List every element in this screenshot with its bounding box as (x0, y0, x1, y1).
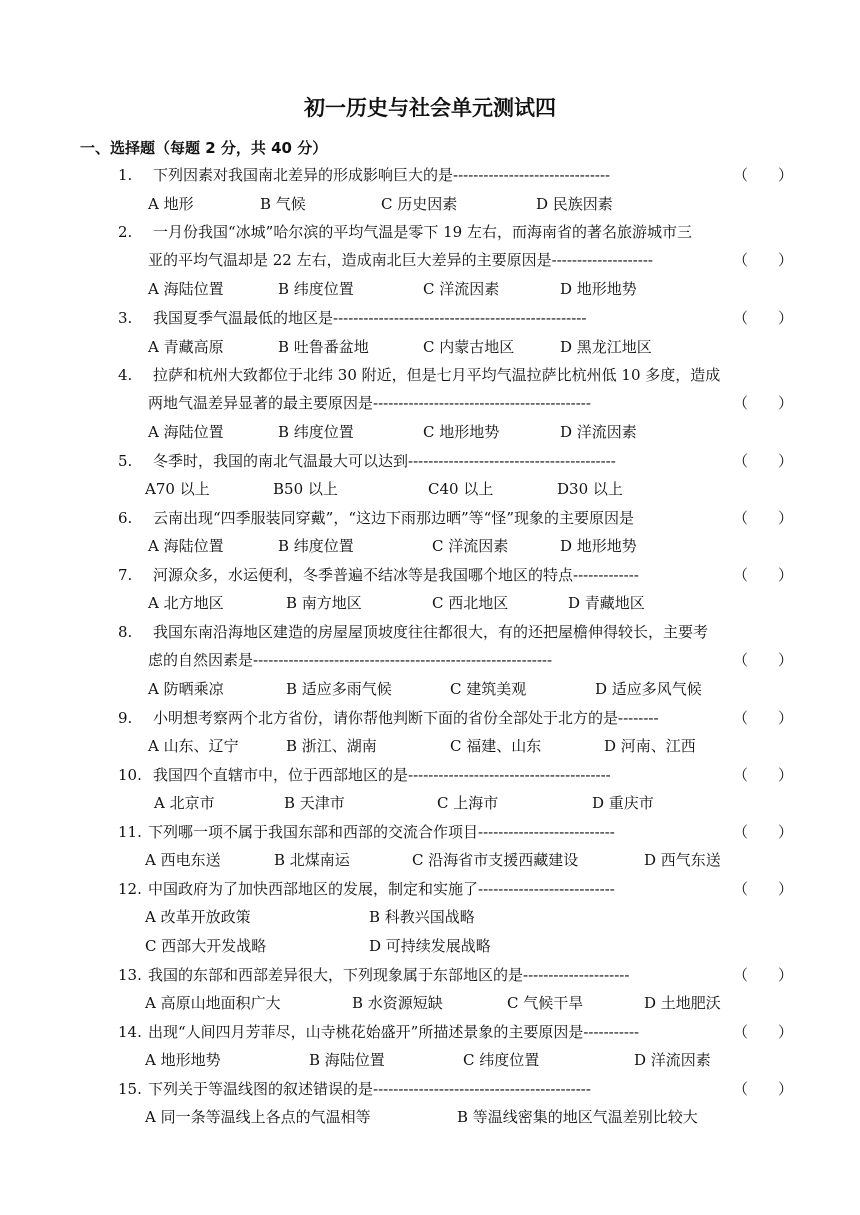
question-text-cont: 两地气温差异显著的最主要原因是------------------------------------------- (148, 394, 591, 412)
question-number: 11. (118, 823, 142, 841)
option-c: C 内蒙古地区 (423, 338, 515, 356)
option-a: A 青藏高原 (148, 338, 224, 356)
answer-blank[interactable]: （ ） (733, 651, 794, 669)
option-b: B 北煤南运 (274, 851, 350, 869)
question-text: 拉萨和杭州大致都位于北纬 30 附近，但是七月平均气温拉萨比杭州低 10 多度，造成 (153, 366, 721, 384)
answer-blank[interactable]: （ ） (733, 880, 794, 898)
answer-blank[interactable]: （ ） (733, 309, 794, 327)
option-c: C 西部大开发战略 (145, 937, 267, 955)
question-text: 下列因素对我国南北差异的形成影响巨大的是------------------------------- (153, 166, 611, 184)
question-text: 我国夏季气温最低的地区是-------------------------------------------------- (153, 309, 587, 327)
question-number: 6. (118, 509, 133, 527)
option-a: A 改革开放政策 (145, 908, 251, 926)
question-text: 河源众多，水运便利，冬季普遍不结冰等是我国哪个地区的特点------------- (153, 566, 639, 584)
option-b: B 海陆位置 (309, 1051, 385, 1069)
option-b: B 适应多雨气候 (286, 680, 392, 698)
option-d: D30 以上 (557, 480, 623, 498)
option-c: C 历史因素 (381, 195, 458, 213)
option-a: A 西电东送 (145, 851, 221, 869)
section-heading: 一、选择题（每题 2 分，共 40 分） (80, 139, 328, 157)
option-d: D 民族因素 (536, 195, 613, 213)
question-text: 一月份我国“冰城”哈尔滨的平均气温是零下 19 左右，而海南省的著名旅游城市三 (153, 223, 692, 241)
option-b: B 吐鲁番盆地 (278, 338, 369, 356)
answer-blank[interactable]: （ ） (733, 452, 794, 470)
option-d: D 重庆市 (592, 794, 654, 812)
page-title: 初一历史与社会单元测试四 (304, 96, 556, 120)
answer-blank[interactable]: （ ） (733, 823, 794, 841)
answer-blank[interactable]: （ ） (733, 1080, 794, 1098)
option-d: D 河南、江西 (604, 737, 696, 755)
option-a: A 北方地区 (148, 594, 224, 612)
question-text: 我国东南沿海地区建造的房屋屋顶坡度往往都很大，有的还把屋檐伸得较长，主要考 (153, 623, 709, 641)
question-text-cont: 虑的自然因素是----------------------------------------------------------- (148, 651, 553, 669)
question-text: 中国政府为了加快西部地区的发展，制定和实施了--------------------------- (148, 880, 615, 898)
option-c: C 洋流因素 (423, 280, 500, 298)
question-number: 10. (118, 766, 142, 784)
option-d: D 地形地势 (560, 537, 637, 555)
answer-blank[interactable]: （ ） (733, 509, 794, 527)
question-number: 15. (118, 1080, 142, 1098)
option-b: B 天津市 (284, 794, 345, 812)
question-number: 9. (118, 709, 133, 727)
answer-blank[interactable]: （ ） (733, 766, 794, 784)
answer-blank[interactable]: （ ） (733, 166, 794, 184)
option-c: C 洋流因素 (432, 537, 509, 555)
option-c: C 建筑美观 (450, 680, 527, 698)
answer-blank[interactable]: （ ） (733, 1023, 794, 1041)
option-d: D 土地肥沃 (644, 994, 721, 1012)
option-b: B 纬度位置 (278, 423, 354, 441)
option-a: A 海陆位置 (148, 280, 224, 298)
option-a: A 地形 (148, 195, 194, 213)
option-b: B 南方地区 (286, 594, 362, 612)
option-c: C 西北地区 (432, 594, 509, 612)
option-d: D 洋流因素 (560, 423, 637, 441)
option-d: D 洋流因素 (634, 1051, 711, 1069)
option-d: D 可持续发展战略 (369, 937, 491, 955)
answer-blank[interactable]: （ ） (733, 394, 794, 412)
question-number: 4. (118, 366, 133, 384)
question-number: 5. (118, 452, 133, 470)
option-c: C 纬度位置 (463, 1051, 540, 1069)
question-text: 下列关于等温线图的叙述错误的是------------------------------------------- (148, 1080, 591, 1098)
option-d: D 适应多风气候 (595, 680, 702, 698)
question-number: 12. (118, 880, 142, 898)
question-number: 7. (118, 566, 133, 584)
option-b: B 纬度位置 (278, 537, 354, 555)
answer-blank[interactable]: （ ） (733, 966, 794, 984)
question-number: 13. (118, 966, 142, 984)
option-a: A 海陆位置 (148, 537, 224, 555)
question-number: 2. (118, 223, 133, 241)
option-d: D 黑龙江地区 (560, 338, 652, 356)
option-c: C 福建、山东 (450, 737, 542, 755)
question-number: 1. (118, 166, 133, 184)
question-number: 8. (118, 623, 133, 641)
answer-blank[interactable]: （ ） (733, 251, 794, 269)
question-number: 14. (118, 1023, 142, 1041)
option-a: A 海陆位置 (148, 423, 224, 441)
option-b: B 纬度位置 (278, 280, 354, 298)
option-a: A 山东、辽宁 (148, 737, 239, 755)
option-c: C 地形地势 (423, 423, 500, 441)
option-a: A 北京市 (154, 794, 215, 812)
option-c: C40 以上 (428, 480, 494, 498)
option-b: B 水资源短缺 (352, 994, 443, 1012)
option-a: A 地形地势 (145, 1051, 221, 1069)
question-text: 小明想考察两个北方省份，请你帮他判断下面的省份全部处于北方的是-------- (153, 709, 659, 727)
answer-blank[interactable]: （ ） (733, 709, 794, 727)
option-d: D 青藏地区 (568, 594, 645, 612)
option-b: B 等温线密集的地区气温差别比较大 (457, 1108, 698, 1126)
option-a: A 高原山地面积广大 (145, 994, 281, 1012)
question-text: 云南出现“四季服装同穿戴”，“这边下雨那边晒”等“怪”现象的主要原因是 (153, 509, 635, 527)
option-c: C 沿海省市支援西藏建设 (412, 851, 579, 869)
option-a: A 防晒乘凉 (148, 680, 224, 698)
question-text-cont: 亚的平均气温却是 22 左右，造成南北巨大差异的主要原因是-------------------- (148, 251, 653, 269)
option-a: A70 以上 (145, 480, 210, 498)
option-b: B 气候 (260, 195, 306, 213)
option-d: D 西气东送 (644, 851, 721, 869)
option-b: B 科教兴国战略 (369, 908, 475, 926)
question-text: 我国的东部和西部差异很大，下列现象属于东部地区的是--------------------- (148, 966, 630, 984)
option-d: D 地形地势 (560, 280, 637, 298)
option-b: B50 以上 (273, 480, 338, 498)
option-c: C 气候干旱 (507, 994, 584, 1012)
question-text: 出现“人间四月芳菲尽，山寺桃花始盛开”所描述景象的主要原因是----------- (148, 1023, 640, 1041)
option-a: A 同一条等温线上各点的气温相等 (145, 1108, 371, 1126)
option-b: B 浙江、湖南 (286, 737, 377, 755)
question-text: 下列哪一项不属于我国东部和西部的交流合作项目--------------------------- (148, 823, 615, 841)
option-c: C 上海市 (437, 794, 499, 812)
question-number: 3. (118, 309, 133, 327)
question-text: 我国四个直辖市中，位于西部地区的是---------------------------------------- (153, 766, 611, 784)
answer-blank[interactable]: （ ） (733, 566, 794, 584)
question-text: 冬季时，我国的南北气温最大可以达到----------------------------------------- (153, 452, 616, 470)
